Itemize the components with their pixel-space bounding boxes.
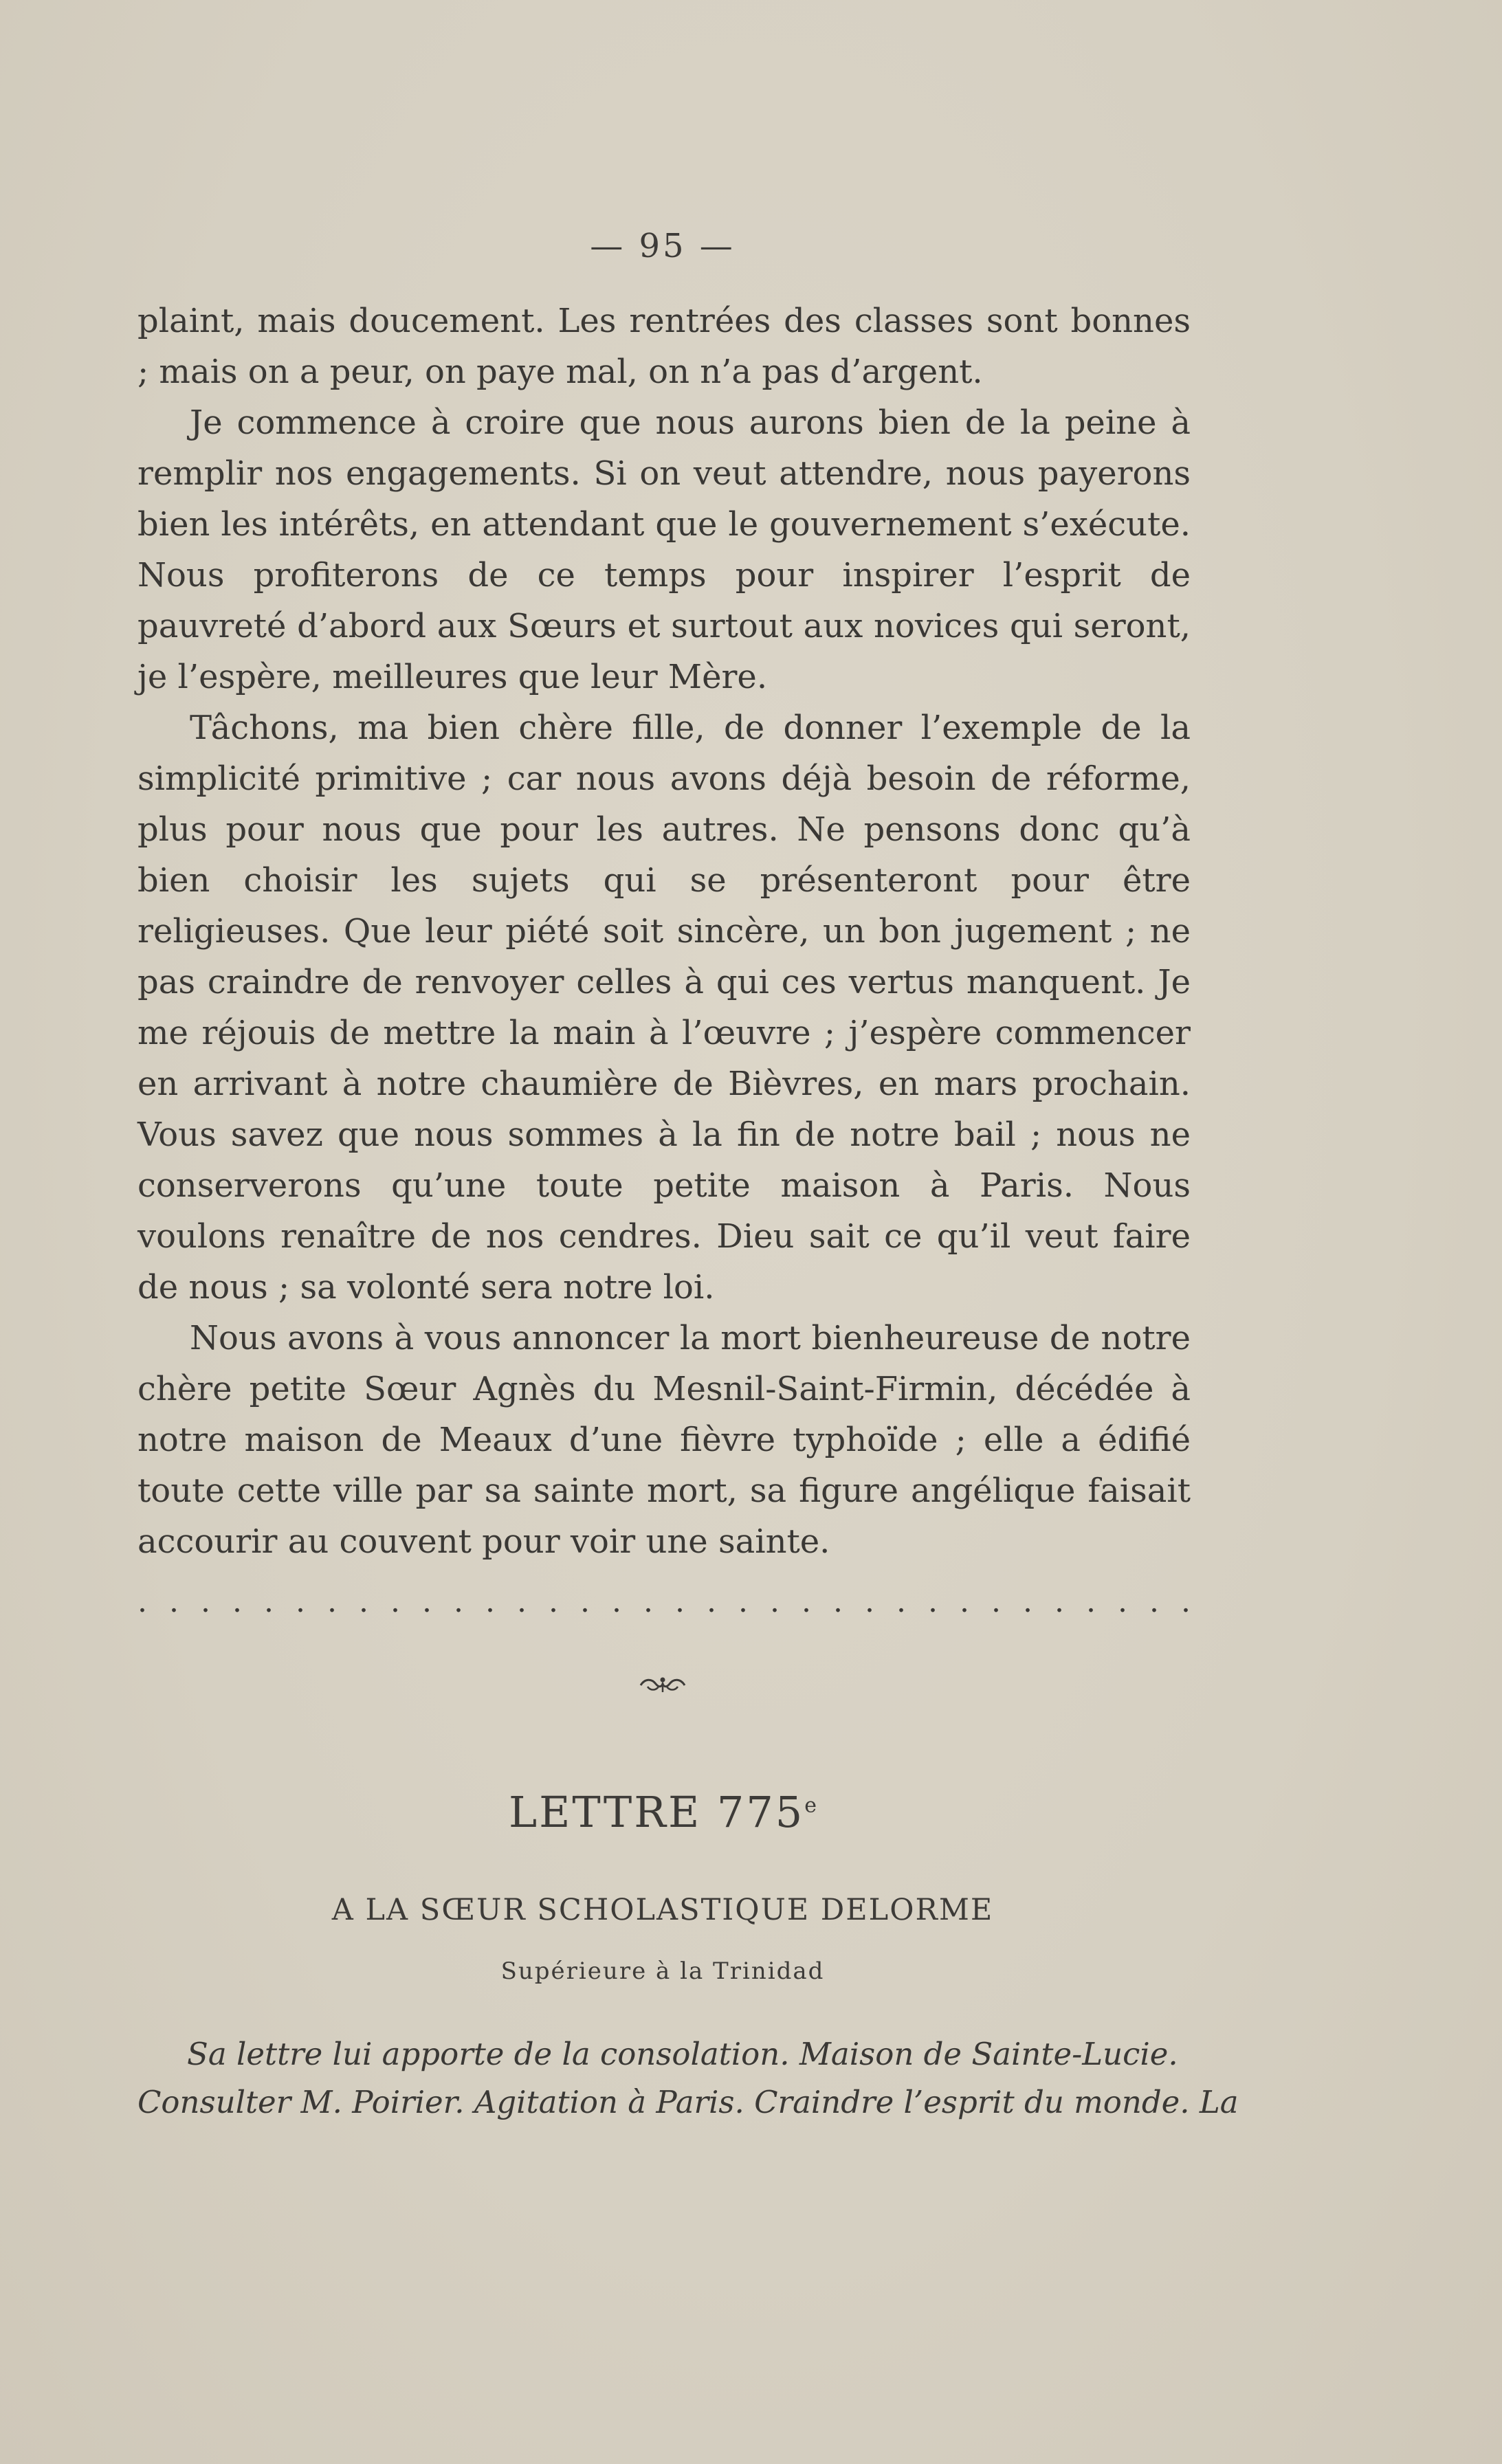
separator-dot: . bbox=[390, 1584, 400, 1619]
letter-body bbox=[137, 296, 1191, 1567]
separator-dot: . bbox=[169, 1584, 179, 1619]
separator-dot: . bbox=[1118, 1584, 1127, 1619]
separator-dot: . bbox=[738, 1584, 748, 1619]
separator-dot: . bbox=[928, 1584, 938, 1619]
letter-title bbox=[0, 1787, 1325, 1837]
separator-dot: . bbox=[201, 1584, 210, 1619]
letter-title-suffix: e bbox=[804, 1793, 817, 1818]
separator-dot: . bbox=[264, 1584, 274, 1619]
separator-dot: . bbox=[1149, 1584, 1159, 1619]
separator-dot: . bbox=[517, 1584, 527, 1619]
separator-dot: . bbox=[359, 1584, 368, 1619]
separator-dot: . bbox=[643, 1584, 653, 1619]
separator-dot: . bbox=[802, 1584, 811, 1619]
separator-dot: . bbox=[833, 1584, 843, 1619]
fleuron-icon bbox=[635, 1670, 690, 1698]
fleuron-ornament-wrapper bbox=[0, 1670, 1325, 1701]
separator-dot: . bbox=[485, 1584, 495, 1619]
dotted-separator bbox=[137, 1584, 1191, 1619]
paragraph: Nous avons à vous annoncer la mort bienheureuse de notre chère petite Sœur Agnès du Mesnil-Saint-Firmin, décédée à notre maison de Meaux d’une fièvre typhoïde ; elle a édifié toute cette ville par sa sainte mort, sa figure angélique faisait accourir au couvent pour voir une sainte. bbox=[137, 1319, 1191, 1561]
separator-dot: . bbox=[137, 1584, 147, 1619]
separator-dot: . bbox=[960, 1584, 969, 1619]
summary-line: Consulter M. Poirier. Agitation à Paris. Craindre l’esprit du monde. La bbox=[137, 2084, 1239, 2120]
summary-line: Sa lettre lui apporte de la consolation. Maison de Sainte-Lucie. bbox=[187, 2036, 1178, 2072]
separator-dot: . bbox=[232, 1584, 242, 1619]
separator-dot: . bbox=[896, 1584, 906, 1619]
separator-dot: . bbox=[612, 1584, 621, 1619]
separator-dot: . bbox=[1023, 1584, 1032, 1619]
separator-dot: . bbox=[580, 1584, 590, 1619]
letter-recipient: A LA SŒUR SCHOLASTIQUE DELORME bbox=[331, 1893, 994, 1927]
separator-dot: . bbox=[327, 1584, 337, 1619]
separator-dot: . bbox=[454, 1584, 463, 1619]
page-number: — 95 — bbox=[590, 227, 736, 265]
paragraph: Je commence à croire que nous aurons bien de la peine à remplir nos engagements. Si on veut attendre, nous payerons bien les intérêts, en attendant que le gouvernement s’exécute. Nous profiterons de ce temps pour inspirer l’esprit de pauvreté d’abord aux Sœurs et surtout aux novices qui seront, je l’espère, meilleures que leur Mère. bbox=[137, 403, 1191, 696]
separator-dot: . bbox=[1054, 1584, 1064, 1619]
separator-dot: . bbox=[770, 1584, 780, 1619]
separator-dot: . bbox=[991, 1584, 1001, 1619]
separator-dot: . bbox=[865, 1584, 874, 1619]
letter-title-text: LETTRE 775 bbox=[508, 1787, 805, 1837]
paragraph: Tâchons, ma bien chère fille, de donner l’exemple de la simplicité primitive ; car nous avons déjà besoin de réforme, plus pour nous que pour les autres. Ne pensons donc qu’à bien choisir les sujets qui se présenteront pour être religieuses. Que leur piété soit sincère, un bon jugement ; ne pas craindre de renvoyer celles à qui ces vertus manquent. Je me réjouis de mettre la main à l’œuvre ; j’espère commencer en arrivant à notre chaumière de Bièvres, en mars prochain. Vous savez que nous sommes à la fin de notre bail ; nous ne conserverons qu’une toute petite maison à Paris. Nous voulons renaître de nos cendres. Dieu sait ce qu’il veut faire de nous ; sa volonté sera notre loi. bbox=[137, 709, 1191, 1307]
separator-dot: . bbox=[707, 1584, 716, 1619]
separator-dot: . bbox=[1181, 1584, 1191, 1619]
separator-dot: . bbox=[1086, 1584, 1096, 1619]
letter-summary bbox=[137, 2030, 1239, 2127]
letter-recipient-role: Supérieure à la Trinidad bbox=[500, 1957, 825, 1985]
separator-dot: . bbox=[296, 1584, 305, 1619]
paragraph-continuation: plaint, mais doucement. Les rentrées des classes sont bonnes ; mais on a peur, on paye mal, on n’a pas d’argent. bbox=[137, 302, 1191, 391]
separator-dot: . bbox=[549, 1584, 558, 1619]
separator-dot: . bbox=[422, 1584, 432, 1619]
separator-dot: . bbox=[675, 1584, 685, 1619]
